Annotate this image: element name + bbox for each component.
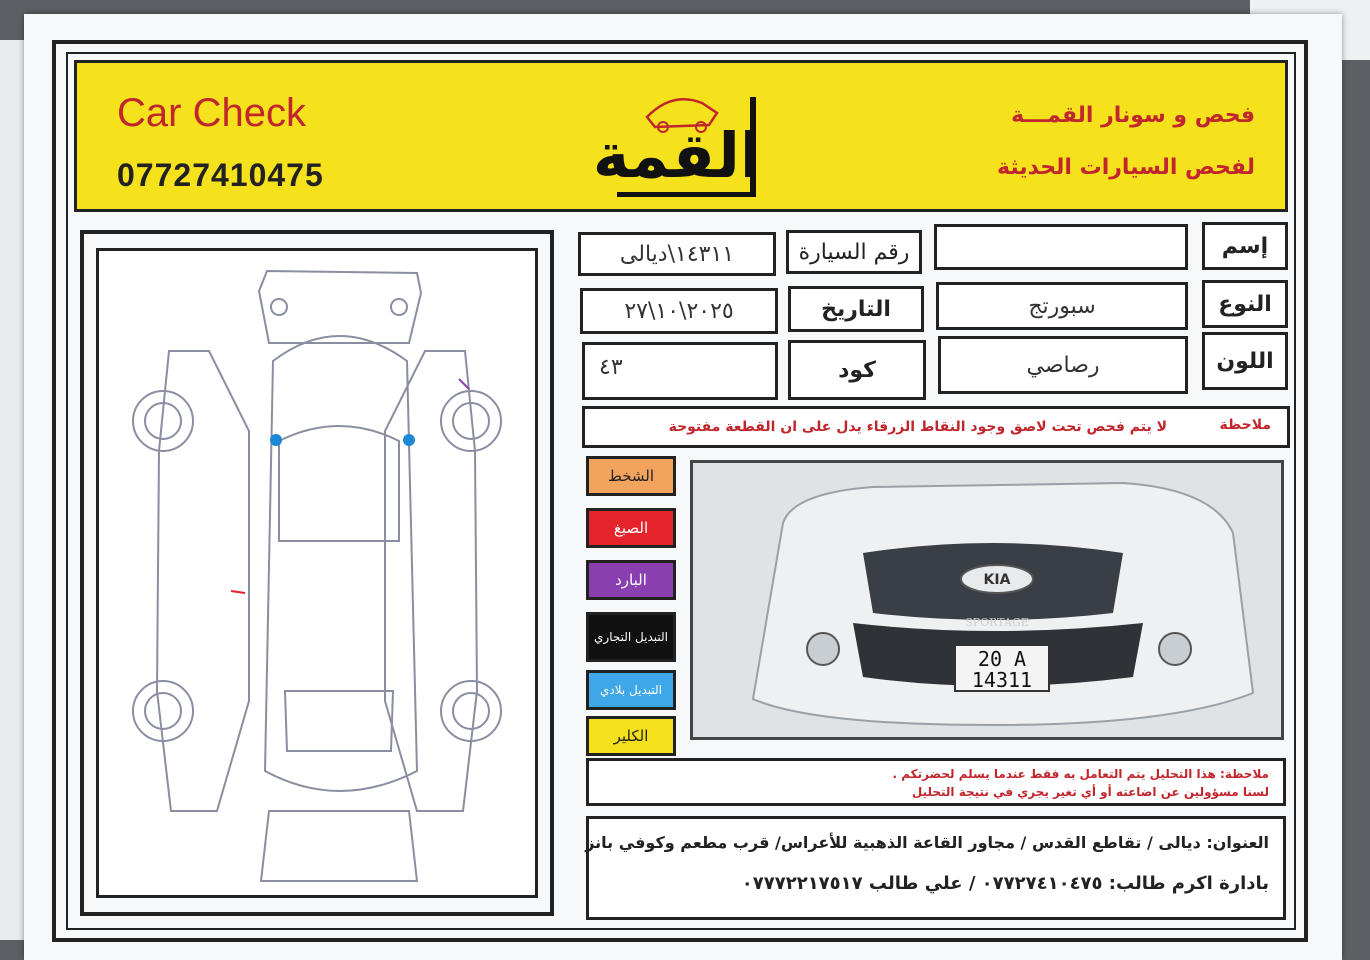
disclaimer-box [586,758,1286,806]
car-diagram-frame [80,230,554,916]
type-field [936,282,1188,330]
address-box [586,816,1286,920]
plate-field [578,232,776,276]
color-field [938,336,1188,394]
header-phone: 07727410475 [117,157,324,193]
legend-scratch [586,456,676,496]
color-label-box [1202,332,1288,390]
legend-label: الصبغ [613,519,649,537]
code-label-box [788,340,926,400]
legend-label: التبديل بلادي [600,683,663,697]
code-value: ٤٣ [599,355,623,380]
slogan-sonar: فحص و سونار القمـــة [1011,103,1255,128]
plate-line-1: 20 A [977,647,1027,671]
photo-model-top: SPORTAGE [973,536,1021,546]
type-label-box [1202,280,1288,328]
car-front-image [693,463,1281,737]
legend-label: البارد [615,571,647,589]
plate-label: رقم السيارة [798,239,910,265]
car-outline-diagram [99,251,535,895]
name-field [934,224,1188,270]
legend-commercial-replacement [586,612,676,662]
address-line: العنوان: ديالى / تقاطع القدس / مجاور القاعة الذهبية للأعراس/ قرب مطعم وكوفي بانز [585,833,1269,852]
scratch-mark [231,591,245,593]
inspection-dot [270,434,282,446]
type-label: النوع [1218,291,1272,317]
slogan-modern-cars: لفحص السيارات الحديثة [997,155,1255,180]
plate-value: ١٤٣١١\ديالى [619,241,735,267]
legend-cold [586,560,676,600]
disclaimer-line-1: ملاحظة: هذا التحليل يتم التعامل به فقط عندما يسلم لحضرتكم . [892,767,1269,781]
management-contacts: بادارة اكرم طالب: ٠٧٧٢٧٤١٠٤٧٥ / علي طالب ٠٧٧٧٢٢١٧٥١٧ [741,873,1269,894]
brand-name: Car Check [117,91,306,135]
color-label: اللون [1216,348,1274,374]
legend-paint [586,508,676,548]
code-field [582,342,778,400]
type-value: سبورتج [1028,293,1096,319]
photo-badge: KIA [983,572,1011,588]
disclaimer-line-2: لسنا مسؤولين عن اضاعته أو أي تغير يجري في نتيجة التحليل [911,785,1269,799]
date-field [580,288,778,334]
date-label-box [788,286,924,332]
note-label: ملاحظة [1219,417,1271,433]
date-value: ٢٠٢٥\١٠\٢٧ [624,298,734,324]
car-diagram [96,248,538,898]
legend-label: التبديل التجاري [594,630,668,644]
inspection-sheet [24,14,1342,960]
note-box [582,406,1290,448]
date-label: التاريخ [821,296,891,322]
note-text: لا يتم فحص تحت لاصق وجود النقاط الزرقاء يدل على ان القطعة مفتوحة [668,419,1167,435]
legend-label: الكلير [613,727,649,745]
inspection-dot [403,434,415,446]
company-logo [577,77,777,197]
color-value: رصاصي [1026,352,1100,378]
header-banner [74,60,1288,212]
legend-label: الشخط [607,467,655,485]
photo-model-bumper: SPORTAGE [965,616,1029,629]
legend-local-replacement [586,670,676,710]
plate-line-2: 14311 [971,668,1033,692]
name-label-box [1202,222,1288,270]
name-label: إسم [1221,233,1269,259]
logo-text: القمة [592,119,762,192]
legend-clear [586,716,676,756]
car-photo [690,460,1284,740]
code-label: كود [838,357,876,383]
plate-label-box [786,230,922,274]
